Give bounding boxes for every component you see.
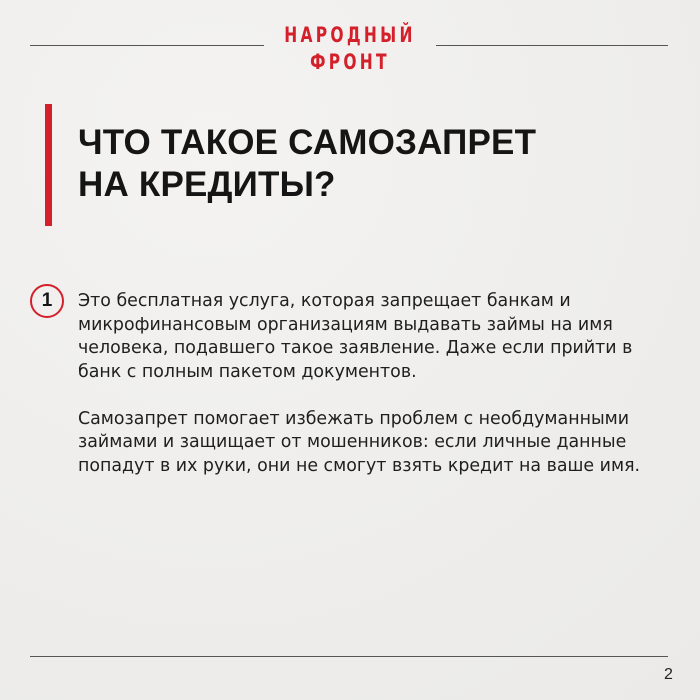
item-number-badge: 1 <box>30 284 64 318</box>
header-divider-left <box>30 45 264 46</box>
paragraph-1: Это бесплатная услуга, которая запрещает банкам и микрофинансовым организациям выдавать займы на имя человека, подавшего такое заявление. Даже если прийти в банк с полным пакетом документов. <box>78 291 633 382</box>
header-divider-right <box>436 45 668 46</box>
narodny-front-logo <box>264 22 436 76</box>
logo-line-2: ФРОНТ <box>310 50 390 74</box>
logo-line-1: НАРОДНЫЙ <box>284 23 416 47</box>
title-line-2: НА КРЕДИТЫ? <box>78 165 336 204</box>
body-text <box>78 290 678 502</box>
title-accent-bar <box>45 104 52 226</box>
page-title <box>78 122 678 206</box>
title-line-1: ЧТО ТАКОЕ САМОЗАПРЕТ <box>78 123 537 162</box>
page-number: 2 <box>664 666 673 683</box>
footer-divider <box>30 656 668 657</box>
paragraph-2: Самозапрет помогает избежать проблем с необдуманными займами и защищает от мошенников: если личные данные попадут в их руки, они не смогут взять кредит на ваше имя. <box>78 408 641 476</box>
